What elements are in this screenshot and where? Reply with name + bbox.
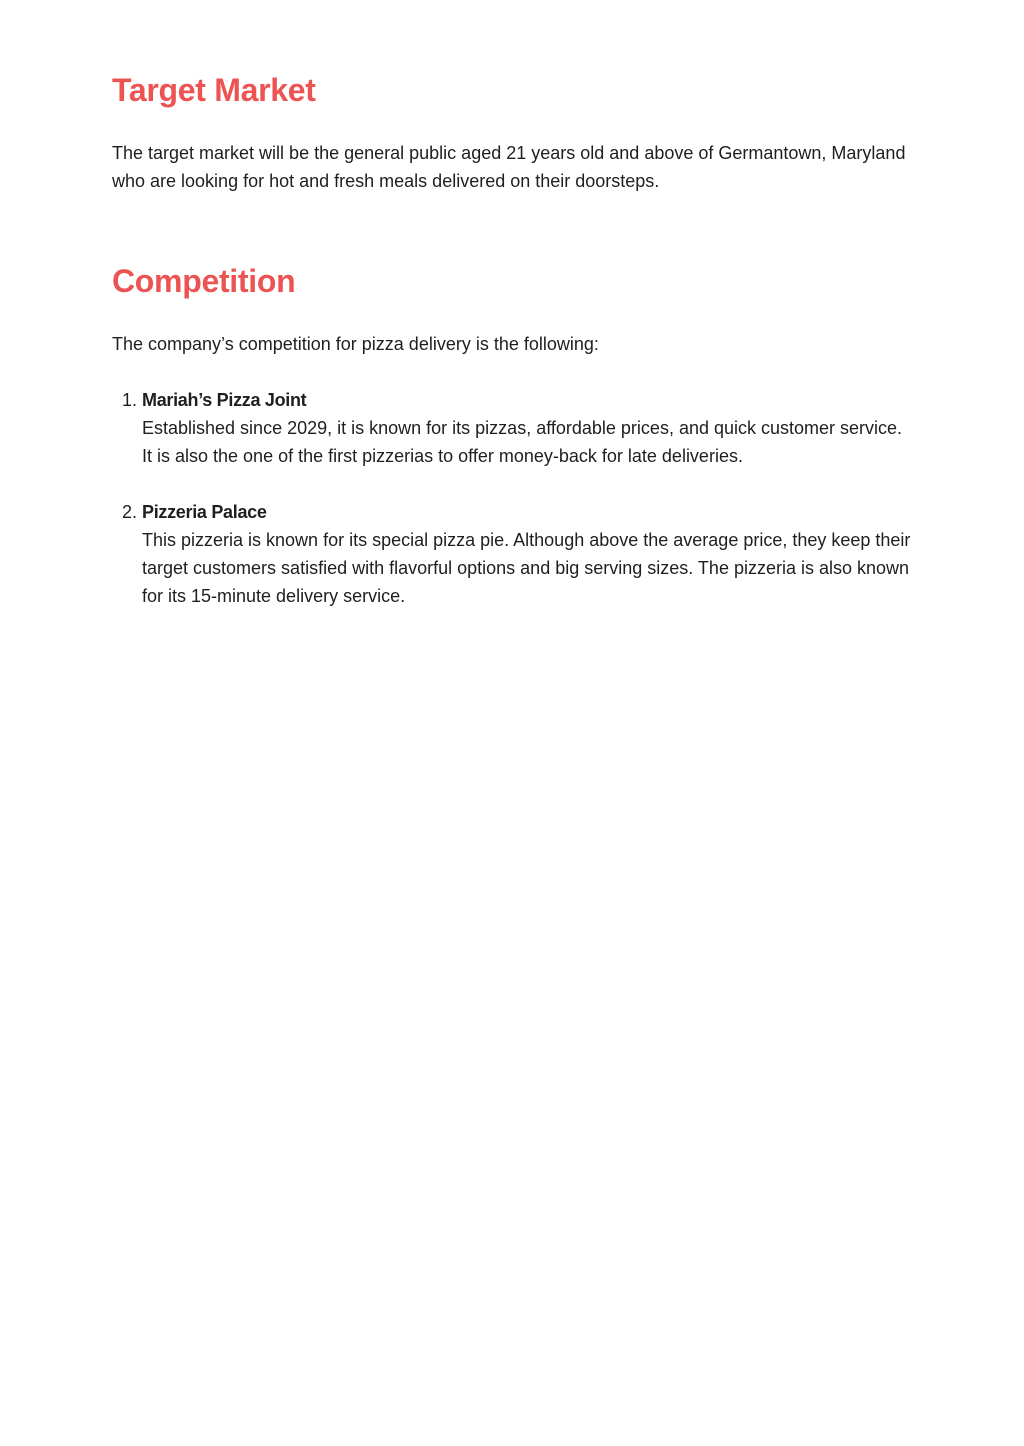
competition-heading: Competition [112,263,296,299]
target-market-heading: Target Market [112,72,316,108]
competitor-name: Pizzeria Palace [142,502,267,522]
competitor-number: 1. [122,390,138,410]
competitor-item [112,498,912,610]
competitor-description: Established since 2029, it is known for its pizzas, affordable prices, and quick customer service. It is also the one of the first pizzerias to offer money-back for late deliveries. [142,418,903,466]
competitor-name: Mariah’s Pizza Joint [142,390,307,410]
competitor-item [112,386,912,470]
competitor-number: 2. [122,502,138,522]
competition-intro: The company’s competition for pizza delivery is the following: [112,334,599,354]
target-market-paragraph: The target market will be the general public aged 21 years old and above of Germantown, Maryland who are looking for hot and fresh meals delivered on their doorsteps. [112,143,906,191]
competitor-list [112,386,912,638]
competitor-description: This pizzeria is known for its special pizza pie. Although above the average price, they keep their target customers satisfied with flavorful options and big serving sizes. The pizzeria is also known for its 15-minute delivery service. [142,530,911,606]
